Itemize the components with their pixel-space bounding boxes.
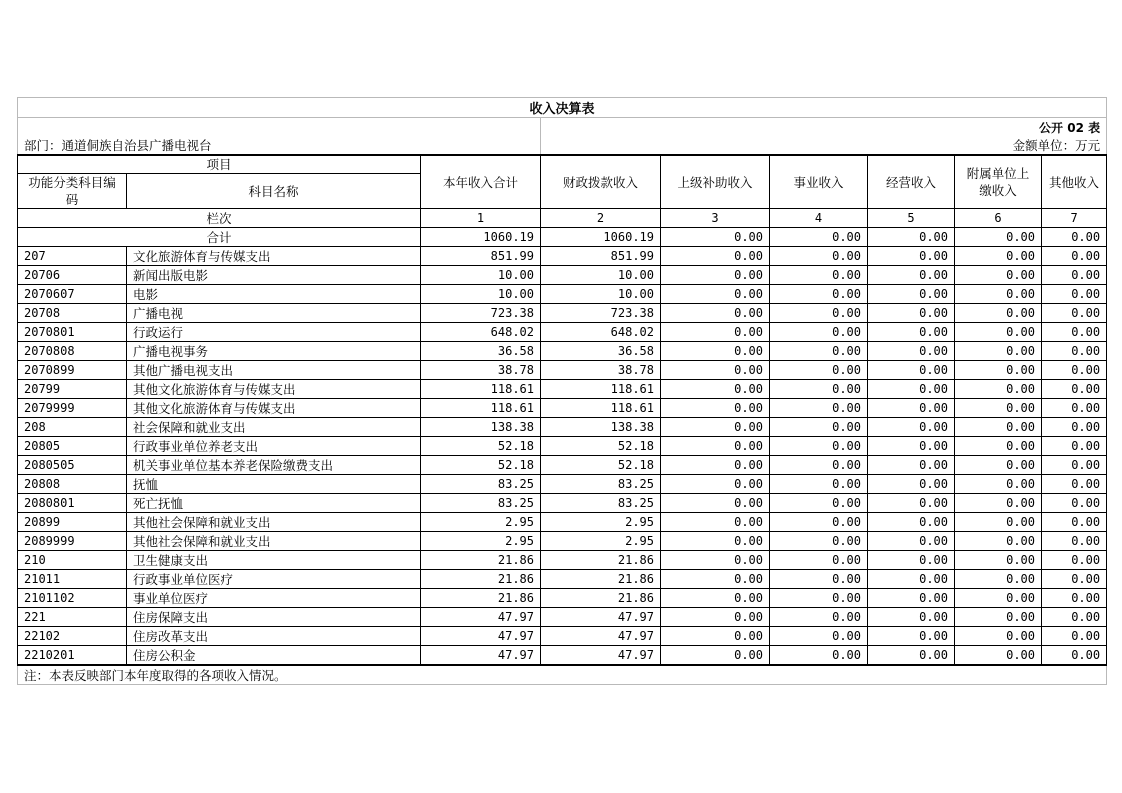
amount-cell: 0.00 xyxy=(661,247,770,266)
amount-cell: 52.18 xyxy=(421,456,541,475)
amount-cell: 0.00 xyxy=(1042,437,1107,456)
header-fiscal: 财政拨款收入 xyxy=(541,155,661,209)
amount-cell: 0.00 xyxy=(955,247,1042,266)
table-row xyxy=(18,399,1107,418)
table-row xyxy=(18,551,1107,570)
column-number: 3 xyxy=(661,209,770,228)
amount-cell: 0.00 xyxy=(770,589,868,608)
amount-cell: 0.00 xyxy=(955,380,1042,399)
header-superior: 上级补助收入 xyxy=(661,155,770,209)
amount-cell: 0.00 xyxy=(955,304,1042,323)
amount-cell: 0.00 xyxy=(955,532,1042,551)
subject-code: 2089999 xyxy=(18,532,127,551)
amount-cell: 0.00 xyxy=(1042,304,1107,323)
amount-cell: 0.00 xyxy=(1042,418,1107,437)
total-value: 0.00 xyxy=(1042,228,1107,247)
subject-name: 新闻出版电影 xyxy=(127,266,421,285)
amount-cell: 0.00 xyxy=(955,589,1042,608)
table-row xyxy=(18,532,1107,551)
subject-code: 2070607 xyxy=(18,285,127,304)
table-row xyxy=(18,646,1107,666)
amount-cell: 0.00 xyxy=(770,532,868,551)
subject-name: 死亡抚恤 xyxy=(127,494,421,513)
amount-cell: 0.00 xyxy=(1042,475,1107,494)
amount-cell: 10.00 xyxy=(421,266,541,285)
amount-cell: 36.58 xyxy=(541,342,661,361)
amount-cell: 0.00 xyxy=(770,551,868,570)
amount-cell: 0.00 xyxy=(868,437,955,456)
total-label: 合计 xyxy=(18,228,421,247)
total-row xyxy=(18,228,1107,247)
amount-cell: 0.00 xyxy=(770,646,868,666)
amount-cell: 0.00 xyxy=(868,247,955,266)
amount-cell: 723.38 xyxy=(421,304,541,323)
amount-cell: 0.00 xyxy=(661,627,770,646)
subject-name: 住房保障支出 xyxy=(127,608,421,627)
amount-cell: 0.00 xyxy=(1042,399,1107,418)
amount-cell: 0.00 xyxy=(661,361,770,380)
subject-name: 行政运行 xyxy=(127,323,421,342)
amount-cell: 138.38 xyxy=(421,418,541,437)
amount-cell: 47.97 xyxy=(541,627,661,646)
total-value: 0.00 xyxy=(955,228,1042,247)
subject-name: 文化旅游体育与传媒支出 xyxy=(127,247,421,266)
table-row xyxy=(18,304,1107,323)
amount-cell: 0.00 xyxy=(868,418,955,437)
subject-name: 其他社会保障和就业支出 xyxy=(127,513,421,532)
amount-cell: 2.95 xyxy=(541,513,661,532)
amount-cell: 0.00 xyxy=(868,475,955,494)
amount-cell: 38.78 xyxy=(421,361,541,380)
amount-cell: 83.25 xyxy=(421,494,541,513)
amount-cell: 851.99 xyxy=(541,247,661,266)
table-row xyxy=(18,437,1107,456)
blank-cell xyxy=(18,118,541,137)
amount-cell: 648.02 xyxy=(541,323,661,342)
column-number: 7 xyxy=(1042,209,1107,228)
amount-cell: 0.00 xyxy=(955,646,1042,666)
income-table xyxy=(17,97,1107,685)
subject-name: 抚恤 xyxy=(127,475,421,494)
table-row xyxy=(18,342,1107,361)
amount-cell: 0.00 xyxy=(1042,247,1107,266)
amount-cell: 851.99 xyxy=(421,247,541,266)
amount-cell: 0.00 xyxy=(955,494,1042,513)
amount-cell: 0.00 xyxy=(868,304,955,323)
column-number: 2 xyxy=(541,209,661,228)
amount-cell: 38.78 xyxy=(541,361,661,380)
subject-name: 卫生健康支出 xyxy=(127,551,421,570)
amount-cell: 0.00 xyxy=(770,418,868,437)
subject-name: 其他社会保障和就业支出 xyxy=(127,532,421,551)
subject-name: 其他文化旅游体育与传媒支出 xyxy=(127,380,421,399)
subject-name: 机关事业单位基本养老保险缴费支出 xyxy=(127,456,421,475)
table-row xyxy=(18,361,1107,380)
amount-cell: 0.00 xyxy=(1042,627,1107,646)
amount-cell: 0.00 xyxy=(770,342,868,361)
amount-cell: 0.00 xyxy=(661,608,770,627)
amount-cell: 0.00 xyxy=(770,380,868,399)
subject-name: 事业单位医疗 xyxy=(127,589,421,608)
amount-cell: 0.00 xyxy=(868,285,955,304)
amount-cell: 10.00 xyxy=(541,266,661,285)
subject-code: 2101102 xyxy=(18,589,127,608)
subject-code: 2070899 xyxy=(18,361,127,380)
subject-code: 2080505 xyxy=(18,456,127,475)
table-row xyxy=(18,285,1107,304)
amount-cell: 0.00 xyxy=(868,532,955,551)
amount-cell: 52.18 xyxy=(421,437,541,456)
amount-cell: 21.86 xyxy=(421,589,541,608)
amount-cell: 0.00 xyxy=(868,399,955,418)
subject-code: 20706 xyxy=(18,266,127,285)
subject-code: 221 xyxy=(18,608,127,627)
subject-code: 20799 xyxy=(18,380,127,399)
amount-cell: 0.00 xyxy=(1042,266,1107,285)
amount-cell: 2.95 xyxy=(541,532,661,551)
amount-cell: 0.00 xyxy=(1042,551,1107,570)
table-row xyxy=(18,475,1107,494)
amount-cell: 0.00 xyxy=(1042,513,1107,532)
amount-cell: 0.00 xyxy=(955,437,1042,456)
amount-cell: 0.00 xyxy=(661,551,770,570)
amount-cell: 0.00 xyxy=(1042,456,1107,475)
amount-cell: 0.00 xyxy=(955,323,1042,342)
table-note: 注：本表反映部门本年度取得的各项收入情况。 xyxy=(18,665,1107,685)
amount-cell: 0.00 xyxy=(955,570,1042,589)
amount-cell: 0.00 xyxy=(770,437,868,456)
subject-name: 住房改革支出 xyxy=(127,627,421,646)
amount-cell: 0.00 xyxy=(770,494,868,513)
amount-cell: 0.00 xyxy=(1042,323,1107,342)
table-row xyxy=(18,380,1107,399)
amount-cell: 0.00 xyxy=(955,266,1042,285)
amount-cell: 0.00 xyxy=(868,380,955,399)
amount-cell: 118.61 xyxy=(541,399,661,418)
subject-code: 207 xyxy=(18,247,127,266)
table-row xyxy=(18,570,1107,589)
amount-cell: 0.00 xyxy=(661,646,770,666)
amount-cell: 0.00 xyxy=(1042,589,1107,608)
subject-code: 2210201 xyxy=(18,646,127,666)
amount-cell: 0.00 xyxy=(955,399,1042,418)
total-value: 0.00 xyxy=(868,228,955,247)
column-number: 4 xyxy=(770,209,868,228)
amount-cell: 0.00 xyxy=(770,513,868,532)
subject-code: 20708 xyxy=(18,304,127,323)
amount-cell: 723.38 xyxy=(541,304,661,323)
subject-code: 2070808 xyxy=(18,342,127,361)
amount-cell: 2.95 xyxy=(421,532,541,551)
amount-cell: 0.00 xyxy=(661,532,770,551)
amount-cell: 0.00 xyxy=(1042,361,1107,380)
amount-cell: 0.00 xyxy=(1042,342,1107,361)
amount-cell: 138.38 xyxy=(541,418,661,437)
amount-cell: 47.97 xyxy=(421,608,541,627)
amount-cell: 0.00 xyxy=(661,399,770,418)
amount-cell: 52.18 xyxy=(541,456,661,475)
table-row xyxy=(18,323,1107,342)
amount-cell: 0.00 xyxy=(868,608,955,627)
amount-cell: 118.61 xyxy=(421,399,541,418)
subject-code: 21011 xyxy=(18,570,127,589)
amount-cell: 0.00 xyxy=(1042,380,1107,399)
amount-cell: 0.00 xyxy=(770,361,868,380)
amount-cell: 0.00 xyxy=(868,627,955,646)
amount-cell: 0.00 xyxy=(868,570,955,589)
header-total: 本年收入合计 xyxy=(421,155,541,209)
amount-cell: 0.00 xyxy=(661,494,770,513)
amount-cell: 0.00 xyxy=(770,285,868,304)
amount-cell: 0.00 xyxy=(868,494,955,513)
subject-name: 社会保障和就业支出 xyxy=(127,418,421,437)
subject-code: 22102 xyxy=(18,627,127,646)
amount-cell: 0.00 xyxy=(868,551,955,570)
amount-cell: 0.00 xyxy=(1042,285,1107,304)
subject-name: 行政事业单位医疗 xyxy=(127,570,421,589)
header-operation: 经营收入 xyxy=(868,155,955,209)
amount-cell: 0.00 xyxy=(770,323,868,342)
amount-cell: 0.00 xyxy=(868,323,955,342)
amount-cell: 0.00 xyxy=(955,418,1042,437)
income-statement-sheet xyxy=(17,97,1106,685)
amount-cell: 0.00 xyxy=(770,627,868,646)
amount-cell: 0.00 xyxy=(661,456,770,475)
amount-cell: 21.86 xyxy=(421,570,541,589)
amount-cell: 0.00 xyxy=(661,418,770,437)
subject-code: 20899 xyxy=(18,513,127,532)
amount-cell: 0.00 xyxy=(955,551,1042,570)
amount-cell: 2.95 xyxy=(421,513,541,532)
amount-cell: 0.00 xyxy=(1042,570,1107,589)
amount-cell: 118.61 xyxy=(421,380,541,399)
amount-cell: 0.00 xyxy=(770,304,868,323)
amount-cell: 0.00 xyxy=(1042,532,1107,551)
table-row xyxy=(18,247,1107,266)
amount-cell: 0.00 xyxy=(955,361,1042,380)
amount-cell: 47.97 xyxy=(421,627,541,646)
amount-cell: 118.61 xyxy=(541,380,661,399)
header-affiliated: 附属单位上缴收入 xyxy=(955,155,1042,209)
header-code: 功能分类科目编码 xyxy=(18,174,127,209)
amount-cell: 0.00 xyxy=(868,513,955,532)
amount-cell: 0.00 xyxy=(661,475,770,494)
amount-cell: 0.00 xyxy=(770,247,868,266)
amount-cell: 0.00 xyxy=(955,285,1042,304)
amount-cell: 0.00 xyxy=(868,646,955,666)
subject-name: 住房公积金 xyxy=(127,646,421,666)
amount-cell: 0.00 xyxy=(770,608,868,627)
column-number: 6 xyxy=(955,209,1042,228)
amount-cell: 0.00 xyxy=(955,513,1042,532)
amount-cell: 0.00 xyxy=(868,589,955,608)
amount-cell: 0.00 xyxy=(661,304,770,323)
amount-cell: 0.00 xyxy=(661,266,770,285)
amount-cell: 21.86 xyxy=(541,570,661,589)
amount-cell: 0.00 xyxy=(868,342,955,361)
unit-label: 金额单位：万元 xyxy=(541,136,1107,155)
table-row xyxy=(18,513,1107,532)
amount-cell: 0.00 xyxy=(661,589,770,608)
amount-cell: 0.00 xyxy=(955,475,1042,494)
amount-cell: 47.97 xyxy=(541,646,661,666)
column-number: 1 xyxy=(421,209,541,228)
amount-cell: 21.86 xyxy=(541,589,661,608)
amount-cell: 83.25 xyxy=(541,494,661,513)
header-item: 项目 xyxy=(18,155,421,174)
amount-cell: 47.97 xyxy=(541,608,661,627)
amount-cell: 0.00 xyxy=(661,342,770,361)
amount-cell: 0.00 xyxy=(661,513,770,532)
subject-name: 其他广播电视支出 xyxy=(127,361,421,380)
header-business: 事业收入 xyxy=(770,155,868,209)
subject-code: 210 xyxy=(18,551,127,570)
amount-cell: 0.00 xyxy=(955,342,1042,361)
amount-cell: 0.00 xyxy=(770,266,868,285)
amount-cell: 0.00 xyxy=(868,456,955,475)
table-row xyxy=(18,456,1107,475)
amount-cell: 47.97 xyxy=(421,646,541,666)
subject-name: 其他文化旅游体育与传媒支出 xyxy=(127,399,421,418)
amount-cell: 0.00 xyxy=(661,285,770,304)
department-label: 部门：通道侗族自治县广播电视台 xyxy=(18,136,541,155)
total-value: 1060.19 xyxy=(421,228,541,247)
form-number: 公开 02 表 xyxy=(541,118,1107,137)
amount-cell: 0.00 xyxy=(661,380,770,399)
amount-cell: 10.00 xyxy=(421,285,541,304)
amount-cell: 0.00 xyxy=(770,570,868,589)
amount-cell: 83.25 xyxy=(421,475,541,494)
column-number: 5 xyxy=(868,209,955,228)
subject-code: 20805 xyxy=(18,437,127,456)
subject-name: 电影 xyxy=(127,285,421,304)
amount-cell: 0.00 xyxy=(770,475,868,494)
header-name: 科目名称 xyxy=(127,174,421,209)
amount-cell: 0.00 xyxy=(955,608,1042,627)
subject-name: 广播电视 xyxy=(127,304,421,323)
amount-cell: 52.18 xyxy=(541,437,661,456)
total-value: 0.00 xyxy=(770,228,868,247)
amount-cell: 0.00 xyxy=(661,323,770,342)
subject-name: 行政事业单位养老支出 xyxy=(127,437,421,456)
amount-cell: 21.86 xyxy=(421,551,541,570)
amount-cell: 0.00 xyxy=(1042,608,1107,627)
amount-cell: 0.00 xyxy=(770,456,868,475)
subject-code: 208 xyxy=(18,418,127,437)
amount-cell: 0.00 xyxy=(868,361,955,380)
amount-cell: 36.58 xyxy=(421,342,541,361)
total-value: 1060.19 xyxy=(541,228,661,247)
table-row xyxy=(18,418,1107,437)
column-number-label: 栏次 xyxy=(18,209,421,228)
table-row xyxy=(18,494,1107,513)
table-row xyxy=(18,627,1107,646)
subject-code: 2079999 xyxy=(18,399,127,418)
amount-cell: 21.86 xyxy=(541,551,661,570)
amount-cell: 0.00 xyxy=(868,266,955,285)
subject-code: 20808 xyxy=(18,475,127,494)
amount-cell: 10.00 xyxy=(541,285,661,304)
amount-cell: 0.00 xyxy=(661,570,770,589)
amount-cell: 0.00 xyxy=(770,399,868,418)
amount-cell: 0.00 xyxy=(1042,494,1107,513)
subject-code: 2080801 xyxy=(18,494,127,513)
amount-cell: 0.00 xyxy=(661,437,770,456)
table-row xyxy=(18,608,1107,627)
table-row xyxy=(18,589,1107,608)
amount-cell: 0.00 xyxy=(1042,646,1107,666)
amount-cell: 0.00 xyxy=(955,456,1042,475)
amount-cell: 83.25 xyxy=(541,475,661,494)
header-other: 其他收入 xyxy=(1042,155,1107,209)
table-row xyxy=(18,266,1107,285)
total-value: 0.00 xyxy=(661,228,770,247)
amount-cell: 648.02 xyxy=(421,323,541,342)
subject-code: 2070801 xyxy=(18,323,127,342)
subject-name: 广播电视事务 xyxy=(127,342,421,361)
amount-cell: 0.00 xyxy=(955,627,1042,646)
table-title: 收入决算表 xyxy=(18,98,1107,118)
